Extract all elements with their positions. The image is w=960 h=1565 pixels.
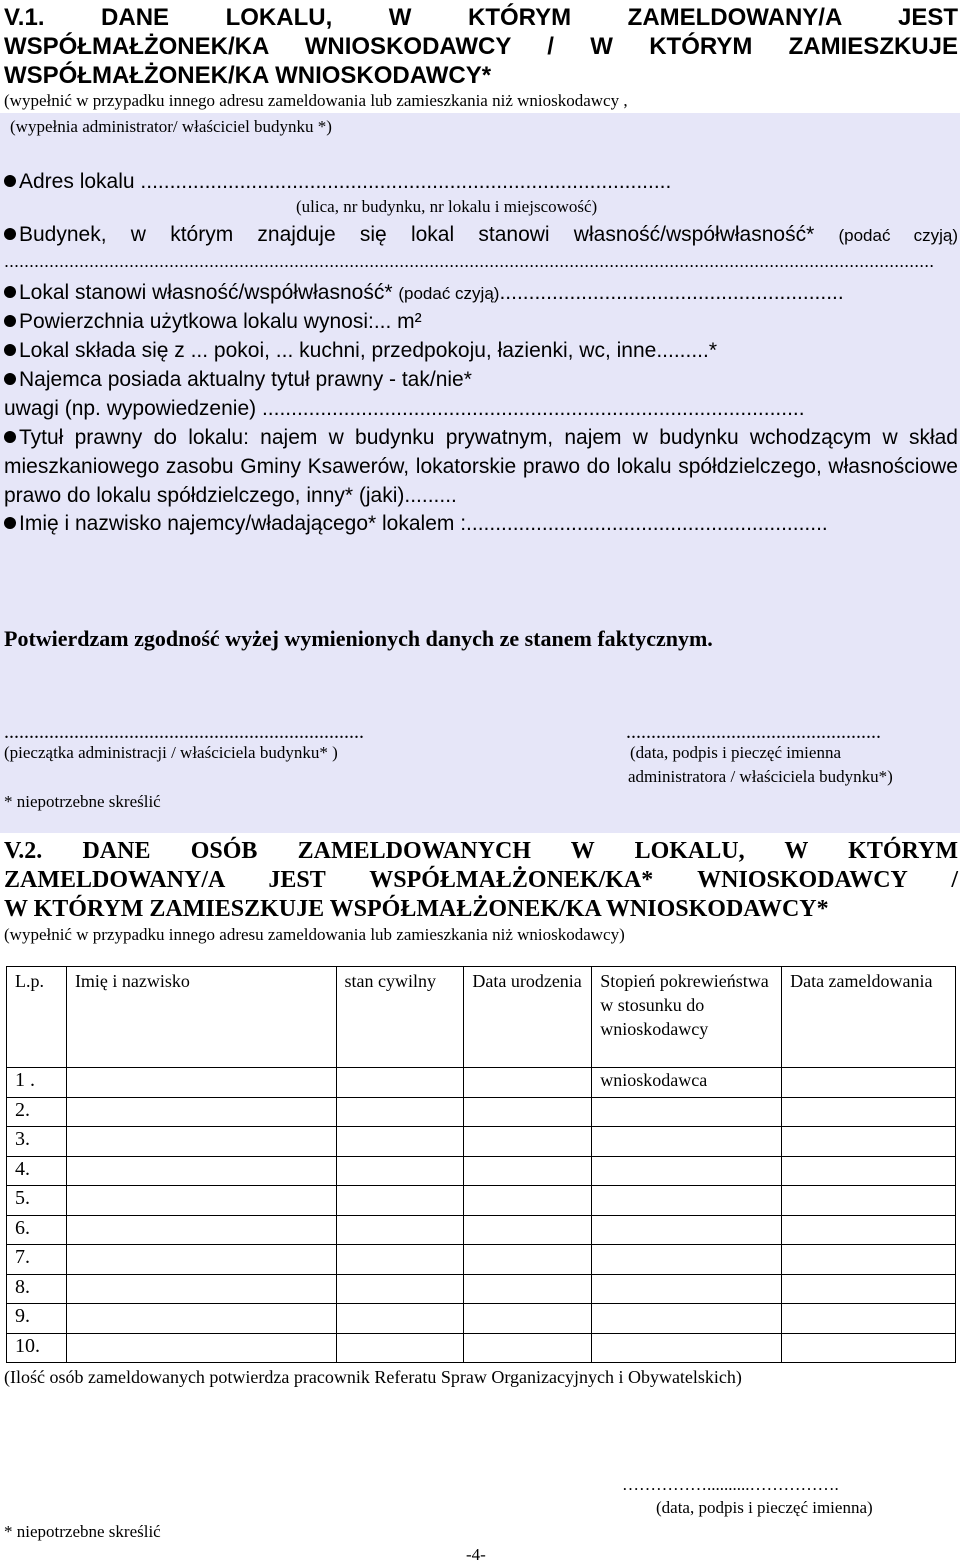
cell-lp: 2. <box>7 1097 67 1127</box>
section1-heading-line2: WSPÓŁMAŁŻONEK/KA WNIOSKODAWCY / W KTÓRYM ZAMIESZKUJE <box>4 33 958 60</box>
cell-birth[interactable] <box>464 1186 592 1216</box>
stamp-signature-dots[interactable]: ........................................................................ <box>4 721 364 743</box>
section2-note: (wypełnić w przypadku innego adresu zameldowania lub zamieszkania niż wnioskodawcy) <box>4 925 625 944</box>
header-marital-status: stan cywilny <box>336 967 464 1068</box>
cell-lp: 1 . <box>7 1068 67 1098</box>
section1-heading-line1: V.1. DANE LOKALU, W KTÓRYM ZAMELDOWANY/A JEST <box>4 4 958 31</box>
cell-relation[interactable] <box>592 1127 782 1157</box>
admin-signature-label1: (data, podpis i pieczęć imienna <box>630 743 841 762</box>
cell-birth[interactable] <box>464 1304 592 1334</box>
section2-strike-note: * niepotrzebne skreślić <box>4 1522 161 1541</box>
cell-registration[interactable] <box>782 1097 956 1127</box>
cell-relation[interactable] <box>592 1156 782 1186</box>
cell-marital[interactable] <box>336 1097 464 1127</box>
local-ownership-line <box>4 280 844 307</box>
header-birth-date: Data urodzenia <box>464 967 592 1068</box>
cell-birth[interactable] <box>464 1097 592 1127</box>
header-lp: L.p. <box>7 967 67 1068</box>
cell-relation[interactable]: wnioskodawca <box>592 1068 782 1098</box>
cell-lp: 9. <box>7 1304 67 1334</box>
count-confirmation-note: (Ilość osób zameldowanych potwierdza pracownik Referatu Spraw Organizacyjnych i Obywatelskich) <box>4 1367 742 1387</box>
cell-name[interactable] <box>66 1333 336 1363</box>
address-hint: (ulica, nr budynku, nr lokalu i miejscowość) <box>296 197 598 216</box>
local-ownership-hint: (podać czyją) <box>398 284 500 303</box>
cell-lp: 4. <box>7 1156 67 1186</box>
cell-name[interactable] <box>66 1156 336 1186</box>
cell-registration[interactable] <box>782 1127 956 1157</box>
address-label: Adres lokalu <box>19 170 135 193</box>
cell-lp: 6. <box>7 1215 67 1245</box>
registered-persons-table <box>6 966 956 1363</box>
cell-name[interactable] <box>66 1304 336 1334</box>
cell-marital[interactable] <box>336 1215 464 1245</box>
cell-birth[interactable] <box>464 1068 592 1098</box>
cell-lp: 5. <box>7 1186 67 1216</box>
table-row <box>7 1245 956 1275</box>
cell-name[interactable] <box>66 1127 336 1157</box>
tenant-name-line: Imię i nazwisko najemcy/władającego* lokalem :.............................................................. <box>4 511 828 537</box>
table-row <box>7 1274 956 1304</box>
cell-registration[interactable] <box>782 1304 956 1334</box>
cell-marital[interactable] <box>336 1127 464 1157</box>
building-ownership-hint: (podać czyją) <box>838 226 958 245</box>
section1-heading-line3: WSPÓŁMAŁŻONEK/KA WNIOSKODAWCY* <box>4 62 492 89</box>
cell-marital[interactable] <box>336 1304 464 1334</box>
header-registration-date: Data zameldowania <box>782 967 956 1068</box>
cell-relation[interactable] <box>592 1274 782 1304</box>
cell-marital[interactable] <box>336 1274 464 1304</box>
stamp-signature-label: (pieczątka administracji / właściciela budynku* ) <box>4 743 338 762</box>
page-number: -4- <box>466 1545 486 1564</box>
local-ownership-label: Lokal stanowi własność/współwłasność* <box>19 281 393 304</box>
section1-strike-note: * niepotrzebne skreślić <box>4 792 161 811</box>
table-row <box>7 1068 956 1098</box>
admin-signature-label2: administratora / właściciela budynku*) <box>628 767 893 786</box>
cell-lp: 8. <box>7 1274 67 1304</box>
admin-signature-dots[interactable]: ................................................... <box>626 721 881 743</box>
cell-registration[interactable] <box>782 1274 956 1304</box>
cell-name[interactable] <box>66 1274 336 1304</box>
legal-title-text: Tytuł prawny do lokalu: najem w budynku prywatnym, najem w budynku wchodzącym w skład mieszkaniowego zasobu Gminy Ksawerów, lokatorskie prawo do lokalu spółdzielczego, własnościowe prawo do lokalu spółdzielczego, inny* (jaki)......... <box>4 426 958 507</box>
cell-name[interactable] <box>66 1245 336 1275</box>
header-relationship: Stopień pokrewieństwa w stosunku do wnioskodawcy <box>592 967 782 1068</box>
table-row <box>7 1215 956 1245</box>
section2-heading-line3: W KTÓRYM ZAMIESZKUJE WSPÓŁMAŁŻONEK/KA WNIOSKODAWCY* <box>4 896 829 922</box>
table-row <box>7 1127 956 1157</box>
cell-relation[interactable] <box>592 1245 782 1275</box>
section1-note: (wypełnić w przypadku innego adresu zameldowania lub zamieszkania niż wnioskodawcy , <box>4 91 628 110</box>
cell-relation[interactable] <box>592 1215 782 1245</box>
cell-relation[interactable] <box>592 1333 782 1363</box>
cell-birth[interactable] <box>464 1127 592 1157</box>
table-row <box>7 1186 956 1216</box>
section2-heading-line1: V.2. DANE OSÓB ZAMELDOWANYCH W LOKALU, W KTÓRYM <box>4 838 958 864</box>
official-signature-label: (data, podpis i pieczęć imienna) <box>656 1498 873 1517</box>
header-name: Imię i nazwisko <box>66 967 336 1068</box>
section1-filler-note: (wypełnia administrator/ właściciel budynku *) <box>10 117 332 136</box>
cell-registration[interactable] <box>782 1068 956 1098</box>
tenant-legal-title-line: Najemca posiada aktualny tytuł prawny - tak/nie* <box>4 367 472 393</box>
table-row <box>7 1333 956 1363</box>
cell-lp: 7. <box>7 1245 67 1275</box>
cell-registration[interactable] <box>782 1215 956 1245</box>
building-ownership-label: Budynek, w którym znajduje się lokal stanowi własność/współwłasność* <box>19 223 815 246</box>
building-ownership-field[interactable]: .......................................................................................................................................................................................... <box>4 251 935 271</box>
cell-birth[interactable] <box>464 1333 592 1363</box>
cell-registration[interactable] <box>782 1186 956 1216</box>
cell-birth[interactable] <box>464 1215 592 1245</box>
cell-marital[interactable] <box>336 1156 464 1186</box>
cell-birth[interactable] <box>464 1274 592 1304</box>
cell-birth[interactable] <box>464 1245 592 1275</box>
cell-marital[interactable] <box>336 1186 464 1216</box>
official-signature-dots[interactable]: ……………..........……………. <box>622 1475 839 1494</box>
cell-registration[interactable] <box>782 1156 956 1186</box>
table-row <box>7 1304 956 1334</box>
cell-name[interactable] <box>66 1186 336 1216</box>
cell-registration[interactable] <box>782 1333 956 1363</box>
local-ownership-field[interactable]: ........................................................... <box>499 281 844 304</box>
building-ownership-line <box>4 222 958 248</box>
cell-marital[interactable] <box>336 1245 464 1275</box>
cell-name[interactable] <box>66 1215 336 1245</box>
usable-area-line: Powierzchnia użytkowa lokalu wynosi:... m² <box>4 309 422 335</box>
table-header-row <box>7 967 956 1068</box>
cell-marital[interactable] <box>336 1333 464 1363</box>
cell-relation[interactable] <box>592 1304 782 1334</box>
address-line <box>4 169 671 195</box>
table-row <box>7 1097 956 1127</box>
remarks-line: uwagi (np. wypowiedzenie) ............................................................................................. <box>4 397 805 420</box>
confirmation-statement: Potwierdzam zgodność wyżej wymienionych danych ze stanem faktycznym. <box>4 626 713 651</box>
cell-relation[interactable] <box>592 1097 782 1127</box>
cell-lp: 3. <box>7 1127 67 1157</box>
cell-birth[interactable] <box>464 1156 592 1186</box>
address-field[interactable]: ........................................................................................... <box>140 170 672 193</box>
table-row <box>7 1156 956 1186</box>
cell-marital[interactable] <box>336 1068 464 1098</box>
cell-name[interactable] <box>66 1097 336 1127</box>
cell-lp: 10. <box>7 1333 67 1363</box>
section2-heading-line2: ZAMELDOWANY/A JEST WSPÓŁMAŁŻONEK/KA* WNIOSKODAWCY / <box>4 867 958 893</box>
legal-title-paragraph <box>4 423 958 510</box>
cell-relation[interactable] <box>592 1186 782 1216</box>
cell-name[interactable] <box>66 1068 336 1098</box>
rooms-line: Lokal składa się z ... pokoi, ... kuchni, przedpokoju, łazienki, wc, inne.........* <box>4 338 717 364</box>
cell-registration[interactable] <box>782 1245 956 1275</box>
